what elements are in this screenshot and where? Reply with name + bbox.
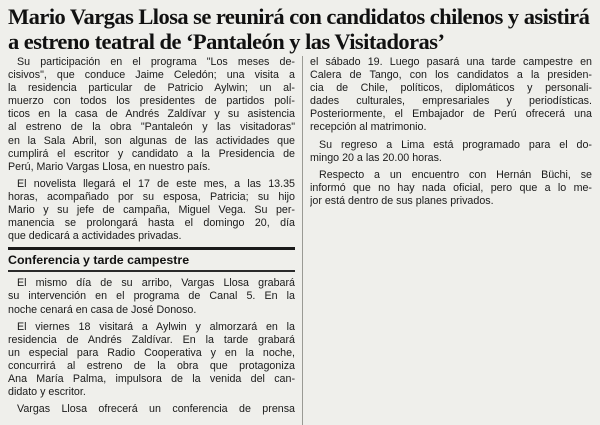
subhead: Conferencia y tarde campestre	[8, 253, 190, 268]
text-line: ticos en la casa de Andrés Zaldívar y su asistencia	[8, 108, 295, 121]
text-line: al estreno de la obra "Pantaleón y las visitadoras"	[8, 121, 295, 134]
text-line: Perú, Mario Vargas Llosa, en nuestro país.	[8, 160, 211, 173]
paragraph	[8, 178, 295, 243]
text-line: cia de Chile, políticos, diplomáticos y personali-	[310, 82, 592, 95]
text-line: residencia de Andrés Zaldívar. En la tarde grabará	[8, 333, 295, 346]
text-line: horas, acompañado por su esposa, Patricia; su hijo	[8, 190, 295, 203]
paragraph	[8, 321, 295, 400]
text-line: jor está dentro de sus planes privados.	[310, 194, 494, 207]
text-line: que dedicará a actividades privadas.	[8, 230, 182, 243]
text-line: Vargas Llosa ofrecerá un conferencia de prensa	[17, 403, 295, 416]
right-column	[310, 56, 592, 212]
headline-line: a estreno teatral de ‘Pantaleón y las Visitadoras’	[8, 29, 445, 54]
paragraph	[8, 56, 295, 174]
text-line: un especial para Radio Cooperativa y en la noche,	[8, 346, 295, 359]
text-line: Posteriormente, el Embajador de Perú ofrecerá una	[310, 108, 592, 121]
text-line: su intervención en el programa de Canal 5. En la	[8, 290, 295, 303]
paragraph	[310, 139, 592, 165]
text-line: Respecto a un encuentro con Hernán Büchi, se	[319, 168, 592, 181]
text-line: Ana María Palma, impulsora de la venida del can-	[8, 372, 295, 385]
text-line: mingo 20 a las 20.00 horas.	[310, 151, 442, 164]
text-line: El mismo día de su arribo, Vargas Llosa grabará	[17, 277, 295, 290]
text-line: el sábado 19. Luego pasará una tarde campestre en	[310, 56, 592, 68]
text-line: Su participación en el programa "Los meses de-	[17, 56, 295, 68]
subhead-block	[8, 247, 295, 272]
text-line: cisivos", que conduce Jaime Celedón; una visita a	[8, 69, 295, 82]
paragraph	[310, 56, 592, 135]
text-line: concurrirá al estreno de la obra que protagoniza	[8, 359, 295, 372]
text-line: dades culturales, empresariales y periodísticas.	[310, 95, 592, 108]
text-line: didato y escritor.	[8, 386, 86, 399]
text-line: Calera de Tango, con los candidatos a la presiden-	[310, 69, 592, 82]
left-column	[8, 56, 295, 420]
text-line: recepción al matrimonio.	[310, 121, 427, 134]
text-line: muerzo con todos los presidentes de partidos polí-	[8, 95, 295, 108]
paragraph	[8, 277, 295, 316]
paragraph	[8, 403, 295, 416]
text-line: informó que no hay nada oficial, pero que a lo me-	[310, 181, 592, 194]
subhead-rule	[8, 270, 295, 272]
text-line: la residencia particular de Patricio Aylwin; un al-	[8, 82, 295, 95]
article-columns	[8, 56, 592, 425]
headline-line: Mario Vargas Llosa se reunirá con candidatos chilenos y asistirá	[8, 4, 590, 29]
text-line: en la Sala Abril, son algunas de las actividades que	[8, 134, 295, 147]
text-line: Su regreso a Lima está programado para el do-	[319, 138, 592, 151]
text-line: Mario y su jefe de campaña, Miguel Vega. Su per-	[8, 204, 295, 217]
column-divider	[302, 56, 303, 425]
text-line: cumplirá el escritor y candidato a la Presidencia de	[8, 147, 295, 160]
paragraph	[310, 169, 592, 208]
text-line: El novelista llegará el 17 de este mes, a las 13.35	[17, 177, 295, 190]
text-line: noche cenará en casa de José Donoso.	[8, 303, 197, 316]
text-line: El viernes 18 visitará a Aylwin y almorzará en la	[17, 320, 295, 333]
headline	[8, 4, 592, 54]
text-line: manencia se prolongará hasta el domingo 20, día	[8, 217, 295, 230]
